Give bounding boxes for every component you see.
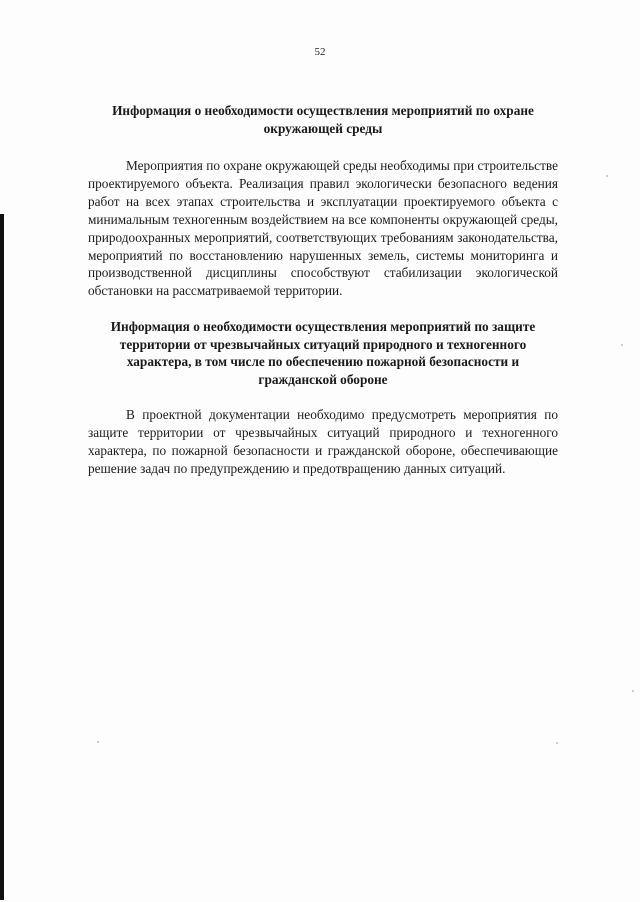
scan-speck — [606, 175, 608, 177]
section-heading: Информация о необходимости осуществления мероприятий по охране окружающей среды — [112, 103, 534, 136]
scan-speck — [621, 344, 623, 346]
scan-speck — [556, 742, 558, 744]
section-environmental-protection — [88, 102, 558, 300]
scan-edge-mark — [0, 214, 4, 900]
page-number: 52 — [314, 46, 326, 58]
section-body: В проектной документации необходимо предусмотреть мероприятия по защите территории от чрезвычайных ситуаций природного и техногенного характера, по пожарной безопасности и гражданской обороне, обеспечивающие решение задач по предупреждению и предотвращению данных ситуаций. — [88, 407, 558, 476]
scan-speck — [632, 690, 634, 692]
section-body: Мероприятия по охране окружающей среды необходимы при строительстве проектируемого объекта. Реализация правил экологически безопасного ведения работ на всех этапах строительства и эксплуатации проектируемого объекта с минимальным техногенным воздействием на все компоненты окружающей среды, природоохранных мероприятий, соответствующих требованиям законодательства, мероприятий по восстановлению нарушенных земель, системы мониторинга и производственной дисциплины способствуют стабилизации экологической обстановки на рассматриваемой территории. — [88, 158, 558, 299]
section-emergency-protection — [88, 318, 558, 478]
section-heading: Информация о необходимости осуществления мероприятий по защите территории от чрезвычайных ситуаций природного и техногенного характера, в том числе по обеспечению пожарной безопасности и гражданской обороне — [110, 319, 536, 387]
scan-speck — [97, 741, 99, 743]
